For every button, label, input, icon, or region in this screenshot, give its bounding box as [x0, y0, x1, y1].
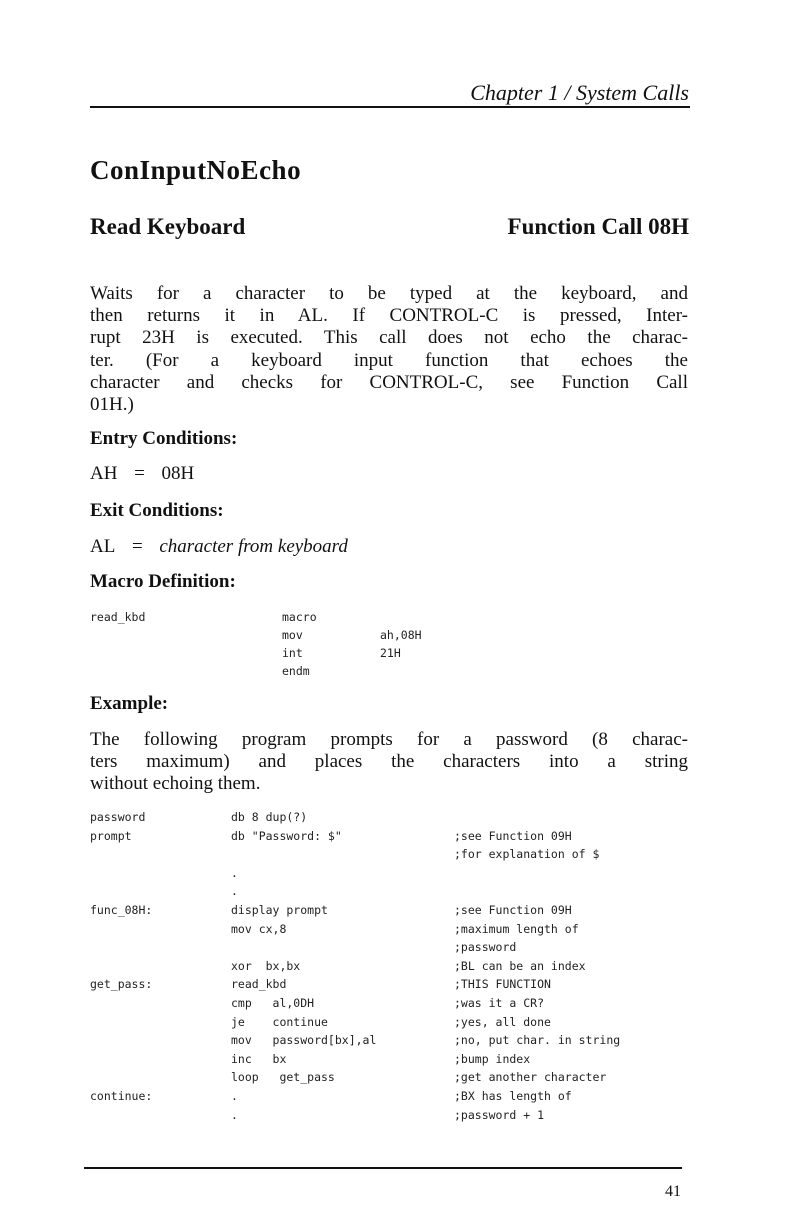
exit-conditions-heading: Exit Conditions:: [90, 500, 224, 521]
code-label: func_08H:: [90, 903, 153, 917]
code-line: [90, 1015, 690, 1034]
header-rule: [90, 106, 690, 108]
code-comment: ;BX has length of: [454, 1089, 572, 1103]
example-line: The following program prompts for a password (8 charac-: [90, 729, 688, 750]
page-number: 41: [665, 1183, 681, 1200]
example-paragraph: [90, 729, 688, 796]
code-comment: ;BL can be an index: [454, 958, 586, 973]
code-instruction: mov password[bx],al: [231, 1033, 377, 1048]
code-line: [90, 866, 690, 885]
subtitle-right: Function Call 08H: [507, 214, 689, 239]
description-line: ter. (For a keyboard input function that echoes the: [90, 349, 688, 371]
code-line: [90, 977, 690, 996]
macro-definition-heading: Macro Definition:: [90, 571, 236, 592]
code-line: [90, 810, 690, 829]
code-instruction: loop get_pass: [231, 1070, 335, 1085]
macro-arg: ah,08H: [380, 628, 422, 642]
code-comment: ;bump index: [454, 1051, 531, 1066]
code-line: [90, 903, 690, 922]
code-instruction: db 8 dup(?): [231, 810, 308, 824]
description-paragraph: [90, 283, 688, 416]
code-instruction: .: [231, 865, 238, 880]
code-comment: ;no, put char. in string: [454, 1033, 621, 1048]
code-instruction: mov cx,8: [231, 921, 287, 936]
code-line: [90, 1052, 690, 1071]
exit-equals: =: [131, 536, 143, 557]
code-line: [90, 996, 690, 1015]
code-comment: ;was it a CR?: [454, 996, 545, 1010]
subtitle-left: Read Keyboard: [90, 214, 246, 239]
code-instruction: read_kbd: [231, 977, 287, 992]
code-line: [90, 1108, 690, 1127]
code-label: get_pass:: [90, 977, 153, 992]
code-comment: ;THIS FUNCTION: [454, 977, 551, 992]
code-instruction: .: [231, 884, 238, 899]
code-instruction: inc bx: [231, 1051, 287, 1066]
code-instruction: xor bx,bx: [231, 958, 301, 973]
code-line: [90, 1070, 690, 1089]
macro-op: mov: [282, 628, 303, 642]
code-label: prompt: [90, 828, 132, 843]
code-line: [90, 959, 690, 978]
code-instruction: display prompt: [231, 903, 328, 917]
macro-arg: 21H: [380, 646, 401, 660]
exit-value: character from keyboard: [159, 536, 348, 557]
entry-condition: [90, 463, 194, 485]
code-comment: ;password: [454, 940, 517, 955]
code-line: [90, 940, 690, 959]
code-instruction: .: [231, 1107, 238, 1122]
footer-rule: [84, 1167, 682, 1169]
macro-op: endm: [282, 664, 310, 678]
macro-label: read_kbd: [90, 610, 146, 624]
entry-equals: =: [134, 463, 145, 484]
code-line: [90, 847, 690, 866]
page-title: ConInputNoEcho: [90, 155, 302, 185]
description-line: 01H.): [90, 394, 134, 416]
example-line: ters maximum) and places the characters into a string: [90, 751, 688, 773]
code-line: [90, 922, 690, 941]
code-line: [90, 1033, 690, 1052]
running-head: Chapter 1 / System Calls: [470, 80, 689, 105]
code-comment: ;see Function 09H: [454, 828, 572, 843]
description-line: Waits for a character to be typed at the keyboard, and: [90, 283, 688, 304]
description-line: character and checks for CONTROL-C, see Function Call: [90, 371, 688, 393]
example-line: without echoing them.: [90, 773, 261, 795]
code-comment: ;yes, all done: [454, 1014, 551, 1029]
code-line: [90, 1089, 690, 1108]
code-line: [90, 884, 690, 903]
example-heading: Example:: [90, 693, 169, 714]
entry-value: 08H: [161, 463, 195, 484]
code-comment: ;password + 1: [454, 1107, 545, 1122]
code-label: continue:: [90, 1089, 153, 1103]
description-line: then returns it in AL. If CONTROL-C is pressed, Inter-: [90, 305, 688, 327]
exit-register: AL: [90, 536, 116, 557]
code-line: [90, 829, 690, 848]
macro-op: int: [282, 646, 303, 660]
code-label: password: [90, 810, 146, 824]
code-comment: ;see Function 09H: [454, 903, 572, 917]
exit-condition: [90, 536, 348, 558]
macro-op: macro: [282, 610, 317, 624]
code-instruction: cmp al,0DH: [231, 996, 315, 1010]
code-comment: ;for explanation of $: [454, 847, 600, 862]
description-line: rupt 23H is executed. This call does not echo the charac-: [90, 327, 688, 349]
code-instruction: je continue: [231, 1014, 328, 1029]
entry-conditions-heading: Entry Conditions:: [90, 428, 238, 449]
code-instruction: db "Password: $": [231, 828, 342, 843]
code-instruction: .: [231, 1089, 238, 1103]
entry-register: AH: [90, 463, 118, 484]
code-comment: ;get another character: [454, 1070, 607, 1085]
code-listing: [90, 810, 690, 1160]
code-comment: ;maximum length of: [454, 921, 579, 936]
